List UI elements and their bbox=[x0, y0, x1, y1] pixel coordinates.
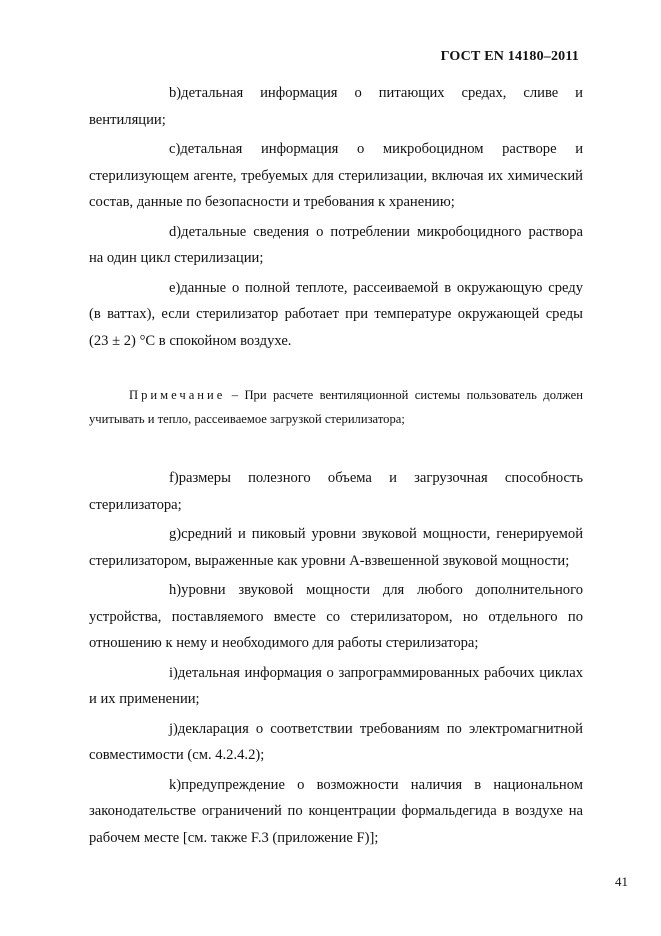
list-item-b bbox=[89, 80, 583, 133]
item-text: данные о полной теплоте, рассеиваемой в окружающую среду (в ваттах), если стерилизатор работает при температуре окружающей среды (23 ± 2) °C в спокойном воздухе. bbox=[89, 279, 583, 349]
item-label: j) bbox=[169, 720, 178, 737]
item-text: предупреждение о возможности наличия в национальном законодательстве ограничений по концентрации формальдегида в воздухе на рабочем месте [см. также F.3 (приложение F)]; bbox=[89, 776, 583, 846]
item-text: декларация о соответствии требованиям по электромагнитной совместимости (см. 4.2.4.2); bbox=[89, 720, 583, 763]
list-item-g bbox=[89, 521, 583, 574]
page-number: 41 bbox=[615, 874, 628, 889]
list-item-c bbox=[89, 136, 583, 216]
item-label: f) bbox=[169, 470, 179, 486]
item-label: d) bbox=[169, 223, 182, 240]
note-block bbox=[89, 383, 583, 431]
page-content bbox=[89, 80, 583, 854]
list-item-f bbox=[89, 465, 583, 518]
item-label: k) bbox=[169, 776, 182, 793]
note-text: При расчете вентиляционной системы пользователь должен учитывать и тепло, рассеиваемое загрузкой стерилизатора; bbox=[89, 388, 583, 426]
list-item-d bbox=[89, 219, 583, 272]
list-item-j bbox=[89, 716, 583, 769]
document-header: ГОСТ EN 14180–2011 bbox=[440, 49, 579, 64]
item-label: h) bbox=[169, 582, 182, 598]
item-text: средний и пиковый уровни звуковой мощности, генерируемой стерилизатором, выраженные как уровни А-взвешенной звуковой мощности; bbox=[89, 526, 583, 569]
item-label: b) bbox=[169, 85, 182, 101]
item-label: c) bbox=[169, 141, 181, 157]
item-text: детальная информация о запрограммированных рабочих циклах и их применении; bbox=[89, 664, 583, 707]
item-text: уровни звуковой мощности для любого дополнительного устройства, поставляемого вместе со стерилизатором, но отдельного по отношению к нему и необходимого для работы стерилизатора; bbox=[89, 582, 583, 651]
item-text: детальная информация о микробоцидном растворе и стерилизующем агенте, требуемых для стерилизации, включая их химический состав, данные по безопасности и требования к хранению; bbox=[89, 141, 583, 210]
item-text: детальные сведения о потреблении микробоцидного раствора на один цикл стерилизации; bbox=[89, 223, 583, 266]
item-text: размеры полезного объема и загрузочная способность стерилизатора; bbox=[89, 470, 583, 513]
item-label: i) bbox=[169, 664, 178, 681]
note-dash: – bbox=[231, 388, 239, 402]
item-label: g) bbox=[169, 526, 182, 542]
list-item-h bbox=[89, 577, 583, 657]
list-item-e bbox=[89, 275, 583, 355]
list-item-i bbox=[89, 660, 583, 713]
item-text: детальная информация о питающих средах, сливе и вентиляции; bbox=[89, 85, 583, 128]
note-label: Примечание bbox=[129, 388, 226, 402]
item-label: e) bbox=[169, 279, 181, 296]
list-item-k bbox=[89, 772, 583, 852]
